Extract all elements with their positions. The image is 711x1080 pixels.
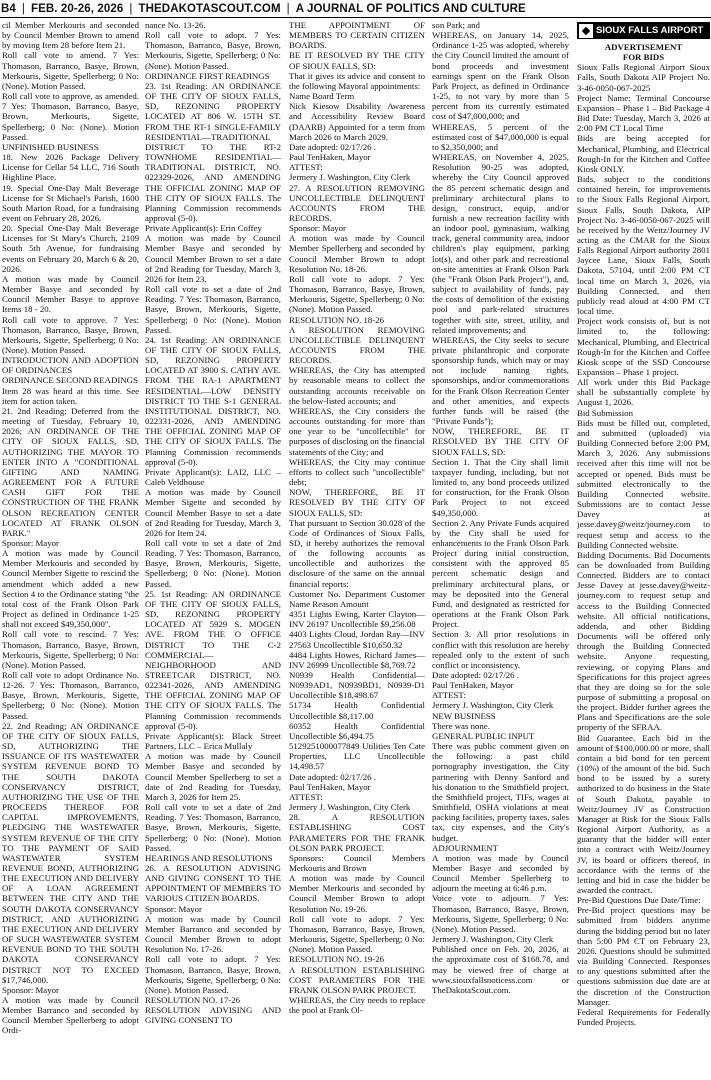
notice-paragraph: WHEREAS, 5 percent of the estimated cost of $47,000,000 is equal to $2,350,000; and — [432, 121, 569, 152]
notice-paragraph: Section 1. That the City shall limit taxpayer funding, including, but not limited to, any bond proceeds utilized for construction, for the Frank Olson Park Project to not exceed $49,350,000. — [432, 456, 569, 518]
ad-subheading: FOR BIDS — [622, 52, 665, 63]
notice-paragraph: Date adopted: 02/17/26 . — [289, 141, 376, 152]
notice-paragraph: Section 3. All prior resolutions in conflict with this resolution are hereby repealed only to the extent of such conflict or inconsistency. — [432, 629, 569, 670]
notice-paragraph: 20. Special One-Day Malt Beverage Licenses for St Mary's Church, 2109 South 5th Avenue, for fundraising events on February 20, March 6 & 20, 2026. — [2, 223, 139, 274]
notice-paragraph: nance No. 13-26. — [145, 20, 206, 30]
notice-paragraph: There was public comment given on the following: a past child pornography investigation, the City partnering with Denny Sanford and his donation to the Smithfield project, the Smithfield project, TIFs, wages at Smithfield, OSHA violations at meat packing facilities, property taxes, sales tax, city expenses, and the City's budget. — [432, 741, 569, 843]
notice-paragraph: WHEREAS, the City considers the accounts outstanding for more than one year to be "uncollectible" for purposes of disclosing on the financial statements of the City; and — [289, 405, 425, 457]
notice-paragraph: Sponsor: Mayor — [2, 537, 59, 548]
notice-paragraph: Roll call vote to set a date of 2nd Reading. 7 Yes: Thomason, Barranco, Basye, Brown, Merkouris, Sigette, Spellerberg; 0 No: (None). Motion Passed. — [145, 802, 281, 853]
notice-paragraph: WHEREAS, on November 4, 2025, Resolution 90-25 was adopted, whereby the City Council approved the 85 percent schematic design and preliminary architectural plans to design, construct, equip, and/or furnish a new recreation facility with an indoor pool, gymnasium, walking track, general community area, indoor children's play equipment, parking lot(s), and other park and recreational on-site amenities at Frank Olson Park (the "Frank Olson Park Project"), and, subject to availability of funds, pay the costs of demolition of the existing pool and park-related structures together with site, street, utility, and related improvements; and — [432, 152, 569, 335]
notice-paragraph: A motion was made by Council Member Basye and seconded by Council Member Spellerberg to set a date of 2nd Reading for Tuesday, March 3, 2026 for Item 25. — [145, 751, 281, 802]
notice-paragraph: 19. Special One-Day Malt Beverage License for St Michael's Parish, 1600 South Marion Road, for a fundraising event on February 28, 2026. — [2, 182, 139, 223]
column-5 — [577, 20, 710, 1078]
notice-paragraph: NEW BUSINESS — [432, 710, 496, 721]
notice-paragraph: WHEREAS, on January 14, 2025, Ordinance 1-25 was adopted, whereby the City Council limited the amount of bond proceeds and investment earnings spent on the Frank Olson Park Project, as defined in Ordinance 1-25, to not vary by more than 5 percent from its currently estimated cost of $47,000,000; and — [432, 30, 569, 122]
notice-paragraph: Sponsor: Mayor — [145, 903, 202, 914]
column-1 — [2, 20, 139, 1078]
notice-paragraph: Jermery J. Washington, City Clerk — [289, 802, 411, 813]
notice-paragraph: Roll call vote to rescind. 7 Yes: Thomason, Barranco, Basye, Brown, Merkouris, Sigette, Spellerberg; 0 No: (None). Motion Passed. — [2, 629, 139, 670]
notice-paragraph: GENERAL PUBLIC INPUT — [432, 730, 535, 741]
notice-paragraph: Jermery J. Washington, City Clerk — [289, 172, 411, 183]
notice-paragraph: A motion was made by Council Member Sigette and seconded by Council Member Basye to set a date of 2nd Reading for Tuesday, March 3, 2026 for Item 24. — [145, 487, 281, 538]
ad-paragraph: All work under this Bid Package shall be substantially complete by August 1, 2026. — [577, 377, 710, 408]
notice-paragraph: Roll call vote to set a date of 2nd Reading. 7 Yes: Thomason, Barranco, Basye, Brown, Merkouris, Sigette, Spellerberg; 0 No: (None). Motion Passed. — [145, 537, 281, 589]
notice-paragraph: Private Applicant(s): Erin Coffey — [145, 223, 262, 234]
notice-paragraph: Paul TenHaken, Mayor — [289, 781, 371, 792]
notice-paragraph: 4351 Lights Ewing, Karter Clayton—INV 26197 Uncollectible $9,256.08 — [289, 609, 425, 630]
notice-paragraph: That pursuant to Section 30.028 of the Code of Ordinances of Sioux Falls, SD, it hereby authorizes the removal of the following accounts as uncollectible and authorizes the disclosure of the same on the annual financial reports: — [289, 517, 425, 589]
notice-paragraph: A motion was made by Council Member Spellerberg and seconded by Council Member Brown to adopt Resolution No. 18-26. — [289, 233, 425, 274]
notice-paragraph: There was none. — [432, 720, 490, 731]
notice-paragraph: 28. A RESOLUTION ESTABLISHING COST PARAMETERS FOR THE FRANK OLSON PARK PROJECT. — [289, 812, 425, 853]
notice-paragraph: Roll call vote to amend. 7 Yes: Thomason, Barranco, Basye, Brown, Merkouris, Sigette, Spellerberg; 0 No: (None). Motion Passed. — [2, 50, 139, 91]
notice-paragraph: 18. New 2026 Package Delivery License for Cellar 54 LLC, 716 South Highline Place. — [2, 152, 139, 183]
ad-paragraph: Bid Guarantee. Each bid in the amount of $100,000.00 or more, shall contain a bid bond for ten percent (10%) of the amount of the bid. Such bond to be issued by a surety authorized to do business in the State of South Dakota, payable to Weitz/Journey JV as Construction Manager at Risk for the Sioux Falls Regional Airport Authority, as a guaranty that the bidder will enter into a contract with Weitz/Journey JV, its board or officers thereof, in accordance with the terms of the letting and bid in case the bidder be awarded the contract. — [577, 732, 710, 895]
notice-paragraph: Customer No. Department Customer Name Reason Amount — [289, 588, 425, 609]
notice-paragraph: Private Applicant(s): Black Street Partners, LLC – Erica Mullaly — [145, 730, 281, 752]
notice-paragraph: Date adopted: 02/17/26 . — [432, 670, 519, 680]
ad-paragraph: Bid Submission — [577, 407, 633, 418]
notice-paragraph: RESOLUTION NO. 19-26 — [289, 954, 385, 965]
notice-paragraph: UNFINISHED BUSINESS — [2, 141, 99, 152]
notice-paragraph: A motion was made by Council Member Basye and seconded by Council Member Brown to set a date of 2nd Reading for Tuesday, March 3, 2026 for Item 23. — [145, 233, 281, 284]
notice-paragraph: NOW, THEREFORE, BE IT RESOLVED BY THE CITY OF SIOUX FALLS, SD: — [432, 426, 569, 457]
notice-paragraph: 25. 1st Reading: AN ORDINANCE OF THE CITY OF SIOUX FALLS, SD, REZONING PROPERTY LOCATED AT 5929 S. MOGEN AVE. FROM THE O OFFICE DISTRICT TO THE C-2 COMMERCIAL—NEIGHBORHOOD AND STREETCAR DISTRICT, NO. 022341-2026, AND AMENDING THE OFFICIAL ZONING MAP OF THE CITY OF SIOUX FALLS. The Planning Commission recommends approval (5-0). — [145, 588, 281, 731]
notice-paragraph: A motion was made by Council Member Merkouris and seconded by Council Member Sigette to rescind the amendment which added a new Section 4 to the Ordinance stating "the total cost of the Frank Olson Park Project as defined in Ordinance 1-25 shall not exceed $49,350,000". — [2, 548, 139, 630]
tagline: A JOURNAL OF POLITICS AND CULTURE — [295, 2, 526, 15]
ad-paragraph: Pre-Bid project questions may be submitted from bidders anytime during the bidding period but no later than 5:00 PM CT on February 23, 2026. Questions should be submitted via Building Connected. Responses to any questions submitted after the questions submission due date are at the discretion of the Construction Manager. — [577, 905, 710, 1007]
column-3 — [289, 20, 425, 1078]
notice-paragraph: A motion was made by Council Member Basye and seconded by Council Member Basye to approve Items 18 - 20. — [2, 273, 139, 315]
notice-paragraph: ATTEST: — [289, 162, 323, 173]
notice-paragraph: N0939 Health Confidential—N0939AD1, N0939BD1, N0939-D1 Uncollectible $18,498.67 — [289, 670, 425, 701]
notice-paragraph: son Park; and — [432, 20, 480, 30]
notice-paragraph: A motion was made by Council Member Basye and seconded by Council Member Spellerberg to adjourn the meeting at 6:46 p.m. — [432, 852, 569, 894]
issue-date: FEB. 20-26, 2026 — [31, 2, 124, 15]
notice-paragraph: 5129251000077849 Utilities Ten Cate Properties, LLC Uncollectible 14,498.57 — [289, 741, 425, 772]
notice-paragraph: Item 28 was heard at this time. See item for action taken. — [2, 385, 139, 406]
page-header — [0, 0, 711, 18]
notice-paragraph: Date adopted: 02/17/26 . — [289, 771, 376, 782]
notice-paragraph: WHEREAS, the City has attempted by reasonable means to collect the outstanding accounts receivable on the below-listed accounts; and — [289, 365, 425, 406]
ad-heading: ADVERTISEMENT — [604, 42, 683, 52]
banner-label: SIOUX FALLS AIRPORT — [596, 25, 704, 36]
notice-paragraph: RESOLUTION ADVISING AND GIVING CONSENT TO — [145, 1005, 281, 1026]
notice-paragraph: A motion was made by Council Member Barranco and seconded by Council Member Spellerberg to adopt Ordi- — [2, 995, 139, 1036]
notice-paragraph: ORDINANCE SECOND READINGS — [2, 375, 138, 386]
notice-paragraph: ATTEST: — [289, 791, 323, 802]
notice-paragraph: WHEREAS, the City may continue efforts to collect such "uncollectible" debt; — [289, 456, 425, 488]
notice-paragraph: 4403 Lights Cloud, Jordan Ray—INV 27563 Uncollectible $10,650.32 — [289, 629, 425, 650]
site-name: THEDAKOTASCOUT.COM — [138, 2, 281, 15]
notice-paragraph: WHEREAS, the City needs to replace the pool at Frank Ol- — [289, 995, 425, 1016]
ad-paragraph: Pre-Bid Questions Due Date/Time: — [577, 895, 701, 906]
notice-paragraph: WHEREAS, the City seeks to secure private philanthropic and corporate sponsorship funds, which may or may not include naming rights, sponsorships, and/or commemorations for the Frank Olson Recreation Center and other amenities, and expects further funds will be raised (the "Private Funds"); — [432, 334, 569, 427]
notice-paragraph: NOW, THEREFORE, BE IT RESOLVED BY THE CITY OF SIOUX FALLS, SD: — [289, 487, 425, 518]
notice-paragraph: Private Applicant(s): LAI2, LLC – Caleb Veldhouse — [145, 466, 281, 488]
notice-paragraph: 26. A RESOLUTION ADVISING AND GIVING CONSENT TO THE APPOINTMENT OF MEMBERS TO VARIOUS CITIZEN BOARDS. — [145, 862, 281, 904]
notice-paragraph: Roll call vote to approve. 7 Yes: Thomason, Barranco, Basye, Brown, Merkouris, Sigette, Spellerberg; 0 No: (None). Motion Passed. — [2, 314, 139, 355]
airport-badge-icon — [579, 24, 593, 38]
notice-paragraph: RESOLUTION NO. 18-26 — [289, 314, 385, 325]
column-4 — [432, 20, 569, 1078]
notice-paragraph: RESOLUTION NO. 17-26 — [145, 995, 241, 1005]
ad-paragraph: Bids are being accepted for Mechanical, Plumbing, and Electrical Rough-In for the Kitchen and Coffee Kiosk ONLY. — [577, 133, 710, 174]
notice-paragraph: 51734 Health Confidential Uncollectible $8,117.00 — [289, 700, 425, 721]
notice-paragraph: Roll call vote to adopt. 7 Yes: Thomason, Barranco, Basye, Brown, Merkouris, Sigette, Spellerberg; 0 No: (None). Motion Passed. — [145, 30, 281, 71]
notice-paragraph: Roll call vote to set a date of 2nd Reading. 7 Yes: Thomason, Barranco, Basye, Brown, Merkouris, Sigette, Spellerberg; 0 No: (None). Motion Passed. — [145, 284, 281, 335]
notice-paragraph: Sponsors: Council Members Merkouris and Brown — [289, 852, 425, 873]
notice-paragraph: HEARINGS AND RESOLUTIONS — [145, 852, 273, 863]
ad-paragraph: Project Name: Terminal Concourse Expansion – Phase 1 – Bid Package 4 — [577, 92, 710, 113]
notice-paragraph: Sponsor: Mayor — [2, 984, 59, 995]
notice-paragraph: A RESOLUTION REMOVING UNCOLLECTIBLE DELINQUENT ACCOUNTS FROM THE RECORDS. — [289, 324, 425, 366]
notice-paragraph: Nick Kiesow Disability Awareness and Accessibility Review Board (DAARB) Appointed for a term from March 2026 to March 2029. — [289, 101, 425, 142]
section-banner — [577, 22, 710, 39]
ad-body — [577, 62, 710, 1027]
notice-paragraph: Roll call vote to approve, as amended. 7 Yes: Thomason, Barranco, Basye, Brown, Merkouris, Sigette, Spellerberg; 0 No: (None). Motion Passed. — [2, 91, 139, 142]
notice-paragraph: Sponsor: Mayor — [289, 223, 346, 234]
notice-paragraph: A motion was made by Council Member Merkouris and seconded by Council Member Brown to adopt Resolution No. 19-26. — [289, 873, 425, 914]
notice-paragraph: INTRODUCTION AND ADOPTION OF ORDINANCES — [2, 355, 139, 376]
notice-paragraph: Roll call vote to adopt. 7 Yes: Thomason, Barranco, Basye, Brown, Merkouris, Sigette, Spellerberg; 0 No: (None). Motion Passed. — [289, 913, 425, 955]
ad-paragraph: Project work consists of, but is not limited to, the following: Mechanical, Plumbing, and Electrical Rough-In for the Kitchen and Coffee Kiosk scope of the SSD Concourse Expansion – Phase 1 project. — [577, 316, 710, 377]
notice-paragraph: Jermery J. Washington, City Clerk — [432, 700, 554, 711]
notice-paragraph: 4484 Lights Howes, Richard James—INV 26999 Uncollectible $8,769.72 — [289, 649, 425, 670]
notice-paragraph: THE APPOINTMENT OF MEMBERS TO CERTAIN CITIZEN BOARDS. — [289, 20, 425, 51]
notice-paragraph: Paul TenHaken, Mayor — [289, 152, 371, 163]
notice-paragraph: 22. 2nd Reading; AN ORDINANCE OF THE CITY OF SIOUX FALLS, SD, AUTHORIZING THE ISSUANCE OF ITS WASTEWATER SYSTEM REVENUE BOND TO THE SOUTH DAKOTA CONSERVANCY DISTRICT, AUTHORIZING THE USE OF THE PROCEEDS THEREOF FOR CAPITAL IMPROVEMENTS, PLEDGING THE WASTEWATER SYSTEM REVENUE OF THE CITY TO THE PAYMENT OF SAID WASTEWATER SYSTEM REVENUE BOND, AUTHORIZING THE EXECUTION AND DELIVERY OF A LOAN AGREEMENT BETWEEN THE CITY AND THE SOUTH DAKOTA CONSERVANCY DISTRICT, AND AUTHORIZING THE EXECUTION AND DELIVERY OF SUCH WASTEWATER SYSTEM REVENUE BOND TO THE SOUTH DAKOTA CONSERVANCY DISTRICT NOT TO EXCEED $17,746,000. — [2, 720, 139, 985]
ad-paragraph: Sioux Falls Regional Airport Sioux Falls, South Dakota AIP Project No. 3-46-0050-067-2025 — [577, 62, 710, 93]
notice-paragraph: Name Board Term — [289, 91, 355, 102]
notice-paragraph: 21. 2nd Reading; Deferred from the meeting of Tuesday, February 10, 2026; AN ORDINANCE OF THE CITY OF SIOUX FALLS, SD, AUTHORIZING THE MAYOR TO ENTER INTO A "CONDITIONAL GIFTING AND NAMING AGREEMENT FOR A FUTURE CASH GIFT FOR THE CONSTRUCTION OF THE FRANK OLSON RECREATION CENTER LOCATED AT FRANK OLSON PARK." — [2, 405, 139, 538]
notice-paragraph: Section 2. Any Private Funds acquired by the City shall be used for enhancements to the Frank Olson Park Project during initial construction, consistent with the approved 85 percent schematic design and preliminary architectural plans, or may be deposited into the General Fund, and designated as restricted for operations at the Frank Olson Park Project. — [432, 517, 569, 630]
notice-paragraph: Paul TenHaken, Mayor — [432, 680, 514, 691]
notice-paragraph: Jermery J. Washington, City Clerk — [432, 934, 554, 945]
notice-paragraph: A motion was made by Council Member Barranco and seconded by Council Member Brown to adopt Resolution No. 17-26. — [145, 913, 281, 955]
notice-paragraph: ATTEST: — [432, 690, 466, 701]
notice-paragraph: ORDINANCE FIRST READINGS — [145, 70, 270, 81]
page-number: B4 — [1, 2, 16, 15]
notice-paragraph: A RESOLUTION ESTABLISHING COST PARAMETERS FOR THE FRANK OLSON PARK PROJECT. — [289, 964, 425, 995]
notice-paragraph: Published once on Feb. 20, 2026, at the approximate cost of $168.78, and may be viewed free of charge at www.siouxfallsnoticess.com or TheDakotaScout.com. — [432, 944, 569, 995]
notice-paragraph: That it gives its advice and consent to the following Mayoral appointments: — [289, 70, 425, 91]
header-separator: | — [21, 2, 25, 15]
ad-paragraph: Bids, subject to the conditions contained herein, for improvements to the Sioux Falls Regional Airport, Sioux Falls, South Dakota, AIP Project No. 3-46-0050-067-2025 will be received by the Weitz/Journey JV acting as the CMAR for the Sioux Falls Regional Airport authority 2801 Jaycee Lane, Sioux Falls, South Dakota, 57104, until 2:00 PM CT local time on March 3, 2026, via Building Connected, and then publicly read aloud at 4:00 PM CT local time. — [577, 174, 710, 317]
column-2 — [145, 20, 281, 1078]
notice-paragraph: ADJOURNMENT — [432, 842, 498, 853]
notice-paragraph: Roll call vote to adopt Ordinance No. 12-26. 7 Yes: Thomason, Barranco, Basye, Brown, Merkouris, Sigette, Spellerberg; 0 No: (None). Motion Passed. — [2, 670, 139, 721]
notice-paragraph: BE IT RESOLVED BY THE CITY OF SIOUX FALLS, SD: — [289, 50, 425, 71]
ad-paragraph: Federal Requirements for Federally Funded Projects. — [577, 1006, 710, 1027]
notice-paragraph: 23. 1st Reading: AN ORDINANCE OF THE CITY OF SIOUX FALLS, SD, REZONING PROPERTY LOCATED AT 806 W. 15TH ST. FROM THE RT-1 SINGLE-FAMILY RESIDENTIAL—TRADITIONAL DISTRICT TO THE RT-2 TOWNHOME RESIDENTIAL—TRADITIONAL DISTRICT, NO. 022329-2026, AND AMENDING THE OFFICIAL ZONING MAP OF THE CITY OF SIOUX FALLS. The Planning Commission recommends approval (5-0). — [145, 80, 281, 223]
notice-paragraph: Voice vote to adjourn. 7 Yes: Thomason, Barranco, Basye, Brown, Merkouris, Sigette, Spellerberg; 0 No: (None). Motion Passed. — [432, 893, 569, 934]
notice-paragraph: 24. 1st Reading: AN ORDINANCE OF THE CITY OF SIOUX FALLS, SD, REZONING PROPERTY LOCATED AT 3900 S. CATHY AVE. FROM THE RA-1 APARTMENT RESIDENTIAL—LOW DENSITY DISTRICT TO THE S-1 GENERAL INSTITUTIONAL DISTRICT, NO. 022331-2026, AND AMENDING THE OFFICIAL ZONING MAP OF THE CITY OF SIOUX FALLS. The Planning Commission recommends approval (5-0). — [145, 334, 281, 467]
header-separator: | — [129, 2, 133, 15]
notice-paragraph: cil Member Merkouris and seconded by Council Member Brown to amend by moving Item 28 before Item 21. — [2, 20, 139, 51]
header-separator: | — [286, 2, 290, 15]
notice-paragraph: 60352 Health Confidential Uncollectible $6,494.75 — [289, 720, 425, 741]
ad-paragraph: Bid Date: Tuesday, March 3, 2026 at 2:00 PM CT Local Time — [577, 113, 710, 134]
notice-paragraph: Roll call vote to adopt. 7 Yes: Thomason, Barranco, Basye, Brown, Merkouris, Sigette, Spellerberg; 0 No: (None). Motion Passed. — [145, 954, 281, 995]
notice-paragraph: 27. A RESOLUTION REMOVING UNCOLLECTIBLE DELINQUENT ACCOUNTS FROM THE RECORDS. — [289, 182, 425, 223]
ad-paragraph: Bidding Documents. Bid Documents can be downloaded from Building Connected. Bidders are to contact Jesse Davey at jesse.davey@weitz-journey.com to request setup and access to the Building Connected website. All official notifications, addenda, and other Bidding Documents will be offered only through the Building Connected website. Anyone requesting, reviewing, or copying Plans and Specifications for this project agrees that they are doing so for the sole purpose of submitting a proposal on the project. Bidder further agrees the Plans and Specifications are the sole property of the SFRAA. — [577, 549, 710, 733]
ad-paragraph: Bids must be filled out, completed, and submitted (uploaded) via Building Connected before 2:00 PM, March 3, 2026. Any submissions received after this time will not be accepted or opened. Bids must be submitted electronically to the Building Connected website. Submissions are to contact Jesse Davey at jesse.davey@weitz/journey.com to request setup and access to the Building Connected website. — [577, 417, 710, 550]
notice-paragraph: Roll call vote to adopt. 7 Yes: Thomason, Barranco, Basye, Brown, Merkouris, Sigette, Spellerberg; 0 No: (None). Motion Passed. — [289, 273, 425, 315]
